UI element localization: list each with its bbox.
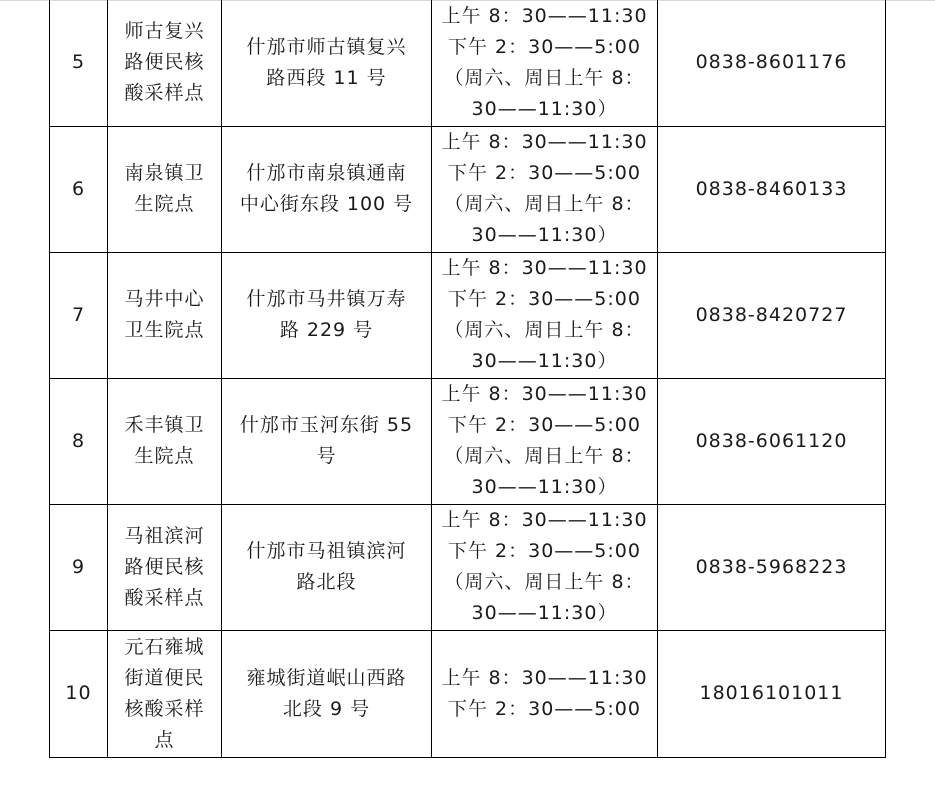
- address-line: 什邡市玉河东街 55: [239, 414, 414, 436]
- hours-line: （周六、周日上午 8：: [444, 571, 645, 593]
- address-cell: [222, 126, 432, 252]
- row-number-cell: 5: [50, 0, 108, 126]
- hours-cell: [432, 126, 658, 252]
- hours-cell: [432, 0, 658, 126]
- address-cell: [222, 378, 432, 504]
- address-line: 路 229 号: [279, 319, 374, 341]
- table-row: [50, 0, 886, 126]
- phone-cell: 18016101011: [658, 630, 886, 757]
- site-name-line: 生院点: [134, 193, 195, 215]
- sampling-sites-table: [49, 0, 886, 758]
- table-row: [50, 378, 886, 504]
- site-name-line: 马井中心: [124, 288, 205, 310]
- table-row: [50, 630, 886, 757]
- row-number-cell: 6: [50, 126, 108, 252]
- phone-cell: 0838-8460133: [658, 126, 886, 252]
- hours-line: （周六、周日上午 8：: [444, 319, 645, 341]
- address-line: 路西段 11 号: [266, 66, 387, 89]
- address-line: 雍城街道岷山西路: [246, 666, 407, 689]
- site-name-line: 酸采样点: [124, 82, 205, 105]
- address-line: 路北段: [296, 571, 357, 593]
- phone-cell: 0838-8420727: [658, 252, 886, 378]
- address-line: 什邡市马祖镇滨河: [246, 540, 407, 562]
- site-name-cell: [108, 252, 222, 378]
- table-row: [50, 504, 886, 630]
- hours-cell: [432, 630, 658, 757]
- hours-line: 30——11:30）: [471, 476, 618, 498]
- site-name-line: 马祖滨河: [124, 524, 205, 547]
- hours-cell: [432, 504, 658, 630]
- row-number-cell: 9: [50, 504, 108, 630]
- row-number-cell: 7: [50, 252, 108, 378]
- site-name-cell: [108, 630, 222, 757]
- site-name-cell: [108, 504, 222, 630]
- table-row: [50, 126, 886, 252]
- hours-cell: [432, 378, 658, 504]
- address-line: 什邡市马井镇万寿: [246, 288, 407, 310]
- hours-line: （周六、周日上午 8：: [444, 193, 645, 215]
- address-cell: [222, 630, 432, 757]
- phone-cell: 0838-8601176: [658, 0, 886, 126]
- site-name-line: 点: [154, 728, 175, 751]
- site-name-cell: [108, 0, 222, 126]
- hours-line: 上午 8：30——11:30: [441, 4, 648, 27]
- hours-line: 30——11:30）: [471, 602, 618, 624]
- site-name-line: 师古复兴: [124, 20, 205, 43]
- address-line: 北段 9 号: [282, 697, 371, 720]
- address-cell: [222, 504, 432, 630]
- hours-line: 下午 2：30——5:00: [448, 414, 641, 436]
- hours-line: 上午 8：30——11:30: [441, 257, 648, 279]
- site-name-cell: [108, 126, 222, 252]
- row-number-cell: 10: [50, 630, 108, 757]
- address-cell: [222, 0, 432, 126]
- address-cell: [222, 252, 432, 378]
- site-name-line: 生院点: [134, 445, 195, 467]
- address-line: 什邡市师古镇复兴: [246, 35, 407, 58]
- site-name-cell: [108, 378, 222, 504]
- hours-line: 上午 8：30——11:30: [441, 666, 648, 689]
- site-name-line: 元石雍城: [124, 635, 205, 658]
- hours-line: 下午 2：30——5:00: [448, 35, 641, 58]
- site-name-line: 南泉镇卫: [124, 162, 205, 184]
- site-name-line: 核酸采样: [124, 697, 205, 720]
- hours-line: 上午 8：30——11:30: [441, 131, 648, 153]
- table-row: [50, 252, 886, 378]
- hours-line: （周六、周日上午 8：: [444, 66, 645, 89]
- hours-line: 上午 8：30——11:30: [441, 509, 648, 531]
- table-body: [50, 0, 886, 757]
- row-number-cell: 8: [50, 378, 108, 504]
- phone-cell: 0838-6061120: [658, 378, 886, 504]
- site-name-line: 路便民核: [124, 555, 205, 578]
- address-line: 什邡市南泉镇通南: [246, 162, 407, 184]
- site-name-line: 路便民核: [124, 51, 205, 74]
- hours-line: 下午 2：30——5:00: [448, 288, 641, 310]
- hours-line: 30——11:30）: [471, 97, 618, 120]
- address-line: 号: [316, 445, 337, 467]
- address-line: 中心街东段 100 号: [239, 193, 414, 215]
- hours-line: 30——11:30）: [471, 224, 618, 246]
- site-name-line: 酸采样点: [124, 586, 205, 609]
- hours-line: 下午 2：30——5:00: [448, 697, 641, 720]
- phone-cell: 0838-5968223: [658, 504, 886, 630]
- hours-line: 下午 2：30——5:00: [448, 540, 641, 562]
- hours-line: 上午 8：30——11:30: [441, 383, 648, 405]
- hours-line: 30——11:30）: [471, 350, 618, 372]
- hours-line: 下午 2：30——5:00: [448, 162, 641, 184]
- site-name-line: 卫生院点: [124, 319, 205, 341]
- site-name-line: 街道便民: [124, 666, 205, 689]
- site-name-line: 禾丰镇卫: [124, 414, 205, 436]
- hours-cell: [432, 252, 658, 378]
- hours-line: （周六、周日上午 8：: [444, 445, 645, 467]
